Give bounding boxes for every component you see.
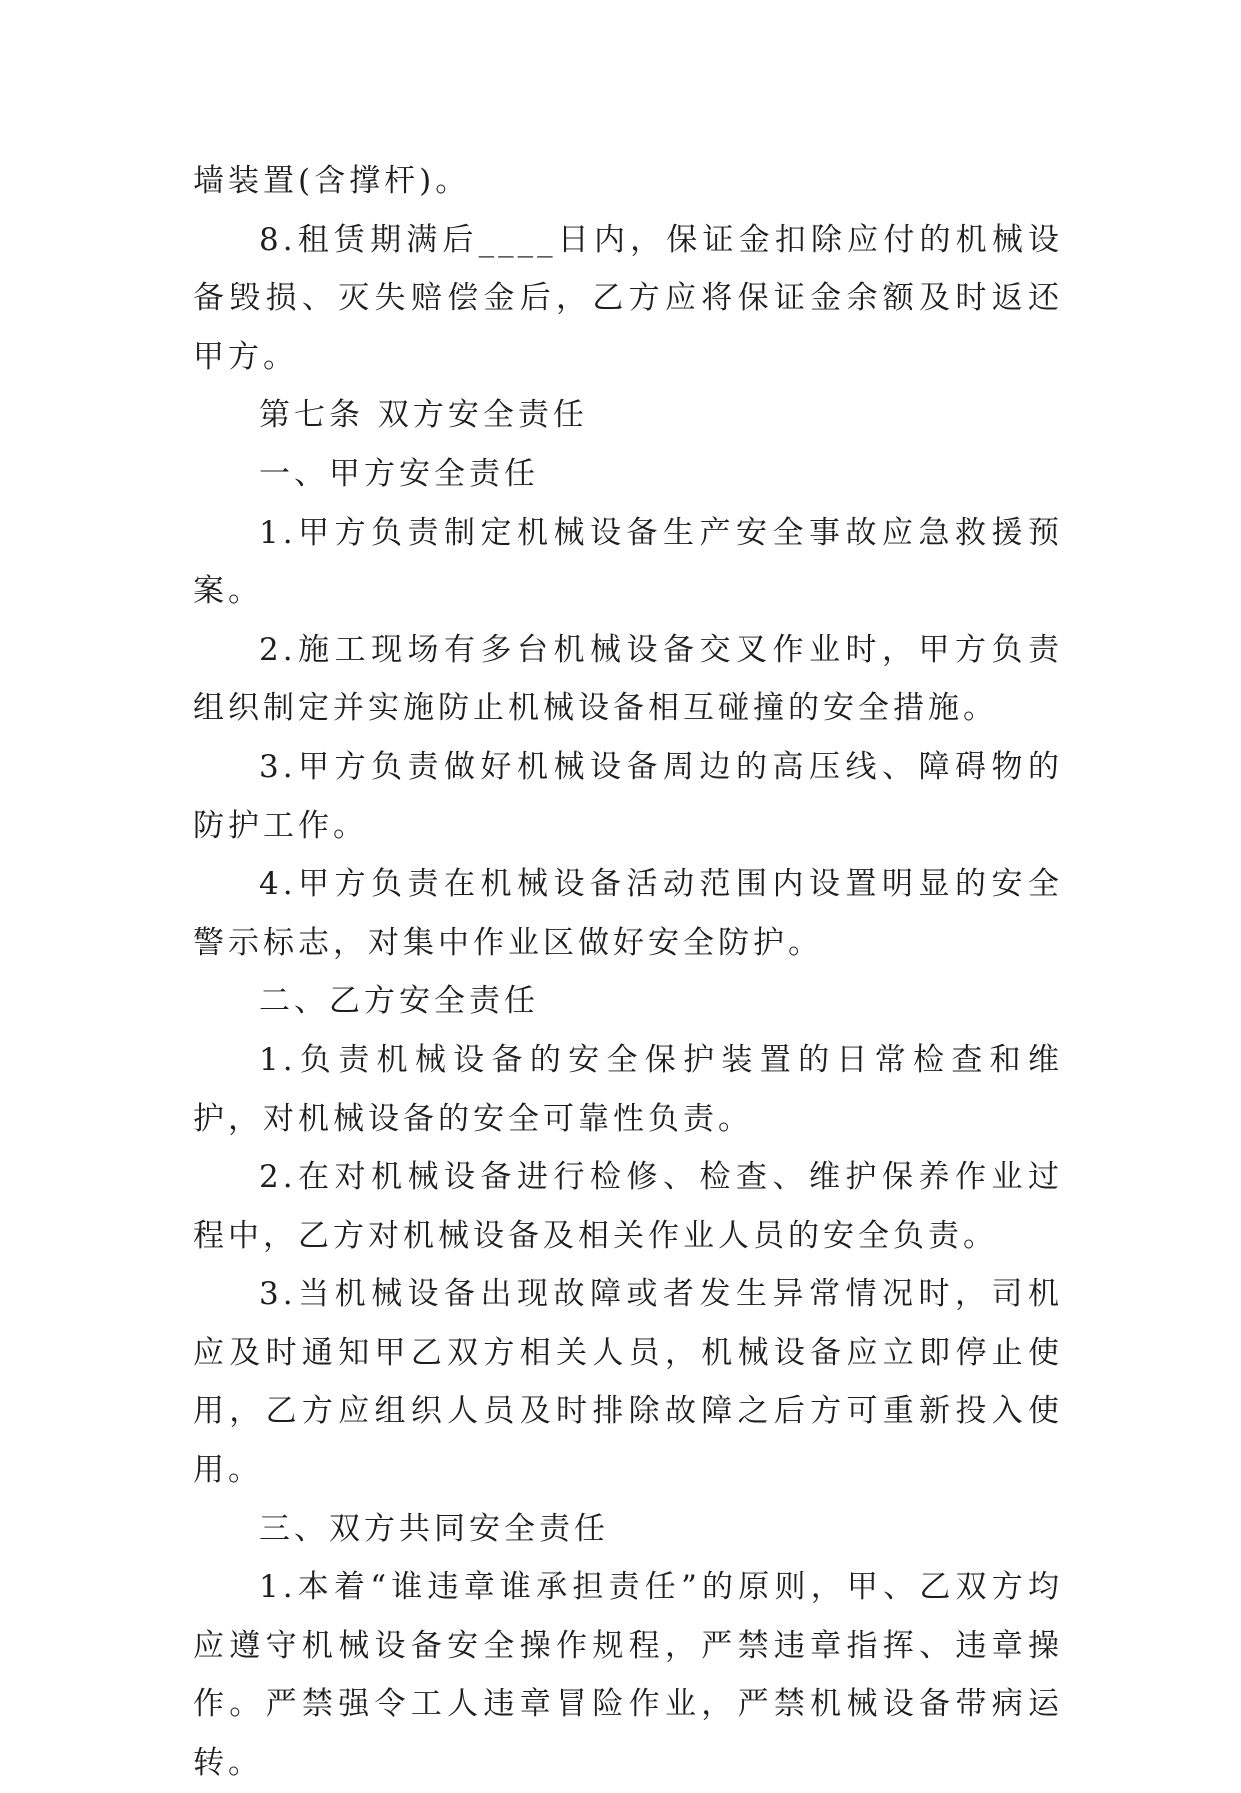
paragraph-deposit-return: 8.租赁期满后____日内，保证金扣除应付的机械设备毁损、灭失赔偿金后，乙方应将保证金余额及时返还甲方。 xyxy=(193,221,1063,375)
party-b-item-1: 1.负责机械设备的安全保护装置的日常检查和维护，对机械设备的安全可靠性负责。 xyxy=(193,1041,1063,1137)
joint-item-1: 1.本着“谁违章谁承担责任”的原则，甲、乙双方均应遵守机械设备安全操作规程，严禁违章指挥、违章操作。严禁强令工人违章冒险作业，严禁机械设备带病运转。 xyxy=(193,1569,1063,1782)
article-heading: 第七条 双方安全责任 xyxy=(259,397,588,434)
section-heading-party-b: 二、乙方安全责任 xyxy=(259,983,539,1020)
section-heading-joint: 三、双方共同安全责任 xyxy=(259,1510,609,1547)
party-b-item-2: 2.在对机械设备进行检修、检查、维护保养作业过程中，乙方对机械设备及相关作业人员的安全负责。 xyxy=(193,1159,1063,1254)
party-a-item-1: 1.甲方负责制定机械设备生产安全事故应急救援预案。 xyxy=(193,514,1063,610)
document-body xyxy=(193,152,1063,1793)
paragraph-continuation: 墙装置(含撑杆)。 xyxy=(193,163,471,199)
party-a-item-3: 3.甲方负责做好机械设备周边的高压线、障碍物的防护工作。 xyxy=(193,748,1063,844)
party-b-item-3: 3.当机械设备出现故障或者发生异常情况时，司机应及时通知甲乙双方相关人员，机械设备应立即停止使用，乙方应组织人员及时排除故障之后方可重新投入使用。 xyxy=(193,1276,1063,1489)
party-a-item-4: 4.甲方负责在机械设备活动范围内设置明显的安全警示标志，对集中作业区做好安全防护。 xyxy=(193,866,1063,961)
party-a-item-2: 2.施工现场有多台机械设备交叉作业时，甲方负责组织制定并实施防止机械设备相互碰撞的安全措施。 xyxy=(193,631,1063,727)
section-heading-party-a: 一、甲方安全责任 xyxy=(259,455,539,492)
